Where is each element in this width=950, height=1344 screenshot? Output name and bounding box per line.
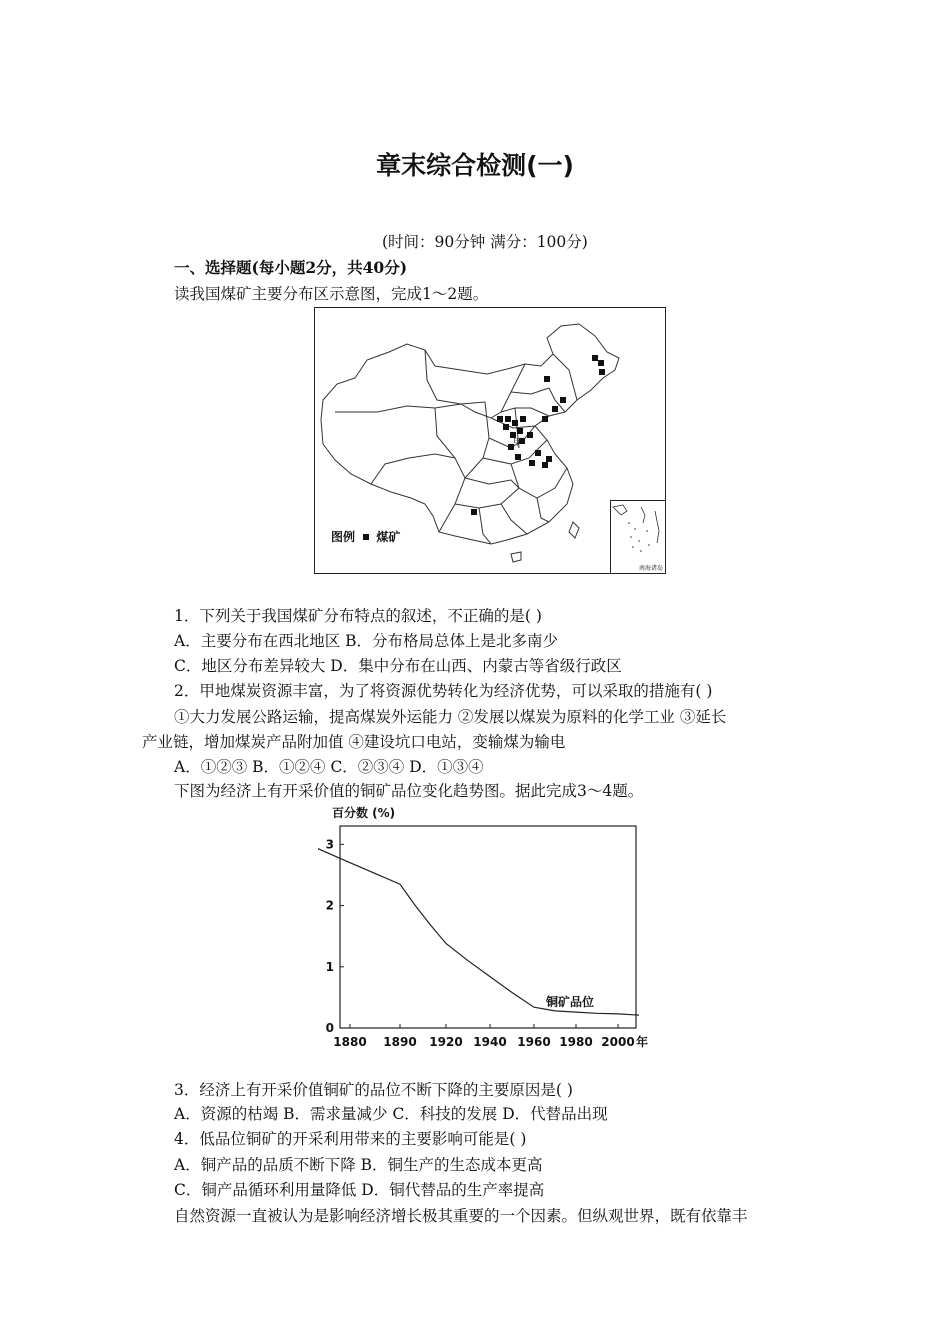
- question-2-options: A．①②③ B．①②④ C．②③④ D．①③④: [174, 758, 484, 776]
- question-3-options: A．资源的枯竭 B．需求量减少 C．科技的发展 D．代替品出现: [174, 1105, 608, 1123]
- question-3-stem: 3．经济上有开采价值铜矿的品位不断下降的主要原因是( ): [174, 1081, 573, 1099]
- x-tick-label: 1940: [473, 1035, 507, 1049]
- y-tick-label: 3: [325, 837, 334, 852]
- point-jia-label: 甲: [513, 438, 523, 448]
- y-tick-label: 2: [325, 898, 334, 913]
- section-heading: 一、选择题(每小题2分，共40分): [174, 258, 408, 277]
- intro-questions-1-2: 读我国煤矿主要分布区示意图，完成1～2题。: [174, 285, 489, 303]
- question-4-options-cd: C．铜产品循环利用量降低 D．铜代替品的生产率提高: [174, 1181, 545, 1199]
- y-tick-label: 1: [325, 959, 334, 974]
- x-tick-label: 1880: [333, 1035, 367, 1049]
- legend-coal-label: 煤矿: [376, 530, 401, 544]
- chart-x-axis-label: 年: [636, 1035, 649, 1049]
- question-4-options-ab: A．铜产品的品质不断下降 B．铜生产的生态成本更高: [174, 1156, 543, 1174]
- legend-title: 图例: [331, 530, 356, 544]
- page-title: 章末综合检测(一): [376, 151, 574, 180]
- coal-square-icon: [363, 534, 369, 540]
- question-1-options-ab: A．主要分布在西北地区 B．分布格局总体上是北多南少: [174, 632, 559, 650]
- exam-time-info: (时间：90分钟 满分：100分): [382, 233, 588, 251]
- x-tick-label: 1890: [383, 1035, 417, 1049]
- question-4-stem: 4．低品位铜矿的开采利用带来的主要影响可能是( ): [174, 1130, 527, 1148]
- x-tick-label: 1980: [559, 1035, 593, 1049]
- question-1-stem: 1．下列关于我国煤矿分布特点的叙述，不正确的是( ): [174, 607, 542, 625]
- south-sea-inset: [610, 500, 665, 573]
- x-tick-label: 2000: [601, 1035, 635, 1049]
- copper-grade-chart: [318, 800, 658, 1056]
- series-annotation-label: 铜矿品位: [546, 995, 595, 1009]
- x-tick-label: 1920: [429, 1035, 463, 1049]
- coal-distribution-map: [314, 307, 666, 574]
- passage-text: 自然资源一直被认为是影响经济增长极其重要的一个因素。但纵观世界，既有依靠丰: [174, 1207, 748, 1225]
- chart-y-axis-label: 百分数 (%): [332, 806, 396, 820]
- map-legend: [331, 528, 400, 545]
- question-2-stem: 2．甲地煤炭资源丰富，为了将资源优势转化为经济优势，可以采取的措施有( ): [174, 682, 713, 700]
- copper-grade-series-line: [318, 847, 639, 1015]
- south-sea-islands: [611, 501, 663, 571]
- inset-caption: 南海诸岛: [638, 565, 663, 572]
- intro-questions-3-4: 下图为经济上有开采价值的铜矿品位变化趋势图。据此完成3～4题。: [174, 782, 644, 800]
- x-tick-label: 1960: [517, 1035, 551, 1049]
- question-1-options-cd: C．地区分布差异较大 D．集中分布在山西、内蒙古等省级行政区: [174, 657, 622, 675]
- question-2-statements-line1: ①大力发展公路运输，提高煤炭外运能力 ②发展以煤炭为原料的化学工业 ③延长: [174, 708, 727, 726]
- y-tick-label: 0: [325, 1021, 334, 1035]
- question-2-statements-line2: 产业链，增加煤炭产品附加值 ④建设坑口电站，变输煤为输电: [142, 733, 566, 751]
